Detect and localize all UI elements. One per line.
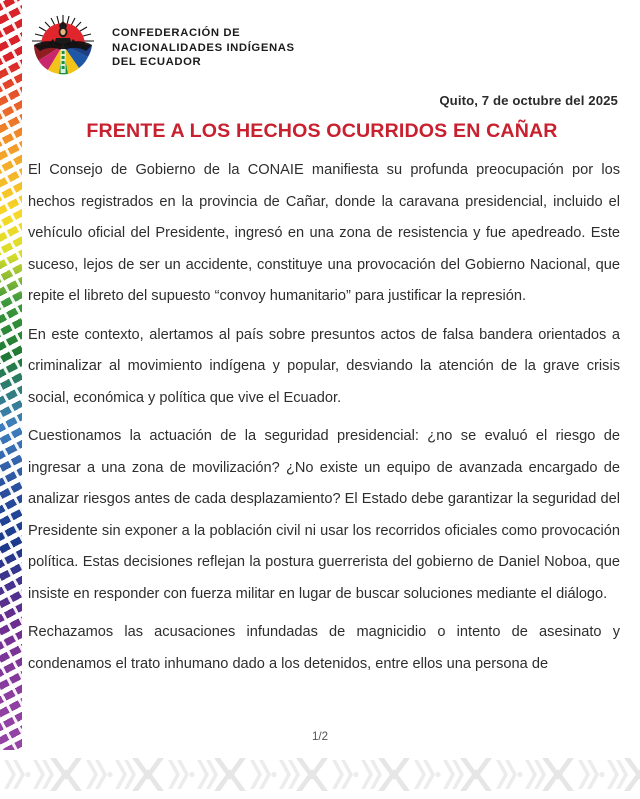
logo-svg bbox=[26, 11, 100, 85]
page-title: FRENTE A LOS HECHOS OCURRIDOS EN CAÑAR bbox=[86, 120, 558, 142]
org-name-line-1: CONFEDERACIÓN DE bbox=[112, 26, 241, 39]
org-name-line-2: NACIONALIDADES INDÍGENAS bbox=[112, 41, 295, 54]
org-name-line-3: DEL ECUADOR bbox=[112, 56, 202, 69]
conaie-sun-fan-emblem-icon bbox=[26, 11, 100, 85]
paragraph-3: Cuestionamos la actuación de la seguridad presidencial: ¿no se evaluó el riesgo de ingresar a una zona de movilización? ¿No existe un equipo de avanzada encargado de analizar riesgos antes de cada desplazamiento? El Estado debe garantizar la seguridad del Presidente sin exponer a la población civil ni usar los recorridos oficiales como provocación política. Estas decisiones reflejan la postura guerrerista del gobierno de Daniel Noboa, que insiste en responder con fuerza militar en lugar de buscar soluciones mediante el diálogo. bbox=[28, 428, 620, 602]
document-date: Quito, 7 de octubre del 2025 bbox=[439, 93, 618, 108]
organization-name bbox=[112, 26, 295, 71]
letterhead-header bbox=[26, 8, 326, 88]
andean-geometric-pattern-band bbox=[0, 750, 640, 799]
paragraph-4: Rechazamos las acusaciones infundadas de magnicidio o intento de asesinato y condenamos el trato inhumano dado a los detenidos, entre ellos una persona de bbox=[28, 624, 620, 672]
paragraph-2: En este contexto, alertamos al país sobre presuntos actos de falsa bandera orientados a criminalizar al movimiento indígena y popular, desviando la atención de la grave crisis social, económica y política que vive el Ecuador. bbox=[28, 326, 620, 406]
page-number: 1/2 bbox=[311, 730, 329, 743]
rainbow-zigzag-border bbox=[0, 0, 26, 799]
paragraph-1: El Consejo de Gobierno de la CONAIE manifiesta su profunda preocupación por los hechos registrados en la provincia de Cañar, donde la caravana presidencial, incluido el vehículo oficial del Presidente, ingresó en una zona de resistencia y fue apedreado. Este suceso, lejos de ser un accidente, constituye una provocación del Gobierno Nacional, que repite el libreto del supuesto “convoy humanitario” para justificar la represión. bbox=[28, 162, 620, 304]
geometric-pattern-svg bbox=[0, 750, 640, 799]
document-body bbox=[28, 155, 620, 680]
